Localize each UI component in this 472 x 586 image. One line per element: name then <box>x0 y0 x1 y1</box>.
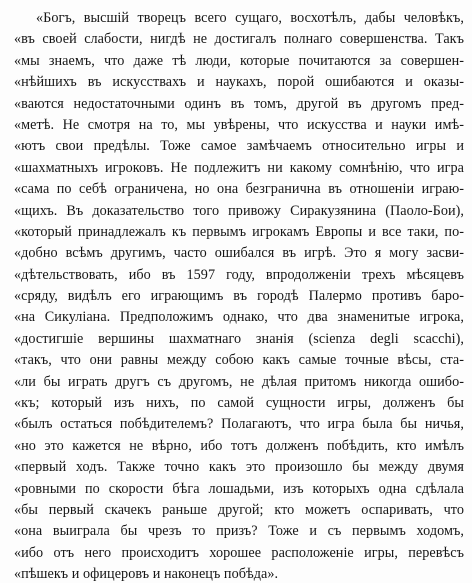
text-line: «ваются недостаточными одинъ въ томъ, другой въ другомъ пред- <box>14 95 464 112</box>
text-line: «сама по себѣ ограничена, но она безгранична въ отношенiи играю- <box>14 181 464 198</box>
text-line: «достигшiе вершины шахматнаго знанiя (scienza degli scacchi), <box>14 330 464 347</box>
text-line: «добно всѣмъ другимъ, часто ошибался въ игрѣ. Это я могу засви- <box>14 245 464 262</box>
text-line: «ибо отъ него происходитъ хорошее расположенiе игры, перевѣсъ <box>14 544 464 561</box>
text-line: «щихъ. Въ доказательство того привожу Сиракузянина (Паоло-Бои), <box>14 202 464 219</box>
text-line: «шахматныхъ игроковъ. Не подлежитъ ни какому сомнѣнiю, что игра <box>14 159 464 176</box>
text-line: «нѣйшихъ въ искусствахъ и наукахъ, порой ошибаются и оказы- <box>14 74 464 91</box>
text-line: «сряду, видѣлъ его играющимъ въ городѣ Палермо противъ баро- <box>14 288 464 305</box>
text-line: «ютъ свои предѣлы. Тоже самое замѣчаемъ относительно игры и <box>14 138 464 155</box>
text-line: «дѣтельствовать, ибо въ 1597 году, впродолженiи трехъ мѣсяцевъ <box>14 266 464 283</box>
text-line: «но это кажется не вѣрно, ибо тотъ долженъ побѣдить, кто имѣлъ <box>14 437 464 454</box>
quoted-paragraph <box>14 8 464 586</box>
text-line: «былъ остаться побѣдителемъ? Полагаютъ, что игра была бы ничья, <box>14 416 464 433</box>
text-line: «такъ, что они равны между собою какъ самые точные вѣсы, ста- <box>14 352 464 369</box>
text-line: «она выиграла бы чрезъ то призъ? Тоже и съ первымъ ходомъ, <box>14 523 464 540</box>
text-line: «который принадлежалъ къ первымъ игрокамъ Европы и все таки, по- <box>14 223 464 240</box>
text-line: «къ; который изъ нихъ, по самой сущности игры, долженъ бы <box>14 395 464 412</box>
text-line: «ли бы играть другъ съ другомъ, не дѣлая притомъ никогда ошибо- <box>14 373 464 390</box>
text-line: «пѣшекъ и офицеровъ и наконецъ побѣда». <box>14 566 279 583</box>
text-line: «метѣ. Не смотря на то, мы увѣрены, что искусства и науки имѣ- <box>14 116 464 133</box>
text-line: «бы первый скачекъ раньше другой; кто можетъ оспаривать, что <box>14 501 464 518</box>
text-line: «Богъ, высшiй творецъ всего сущаго, восхотѣлъ, дабы человѣкъ, <box>36 10 464 26</box>
text-line: «ровными по скорости бѣга лошадьми, изъ которыхъ одна сдѣлала <box>14 480 464 497</box>
text-line: «мы знаемъ, что даже тѣ люди, которые почитаются за совершен- <box>14 52 464 69</box>
text-line: «первый ходъ. Также точно какъ это произошло бы между двумя <box>14 459 464 476</box>
text-line: «въ своей слабости, нигдѣ не достигалъ полнаго совершенства. Такъ <box>14 31 464 48</box>
text-line: «на Сикулiана. Предположимъ однако, что два знаменитые игрока, <box>14 309 464 326</box>
